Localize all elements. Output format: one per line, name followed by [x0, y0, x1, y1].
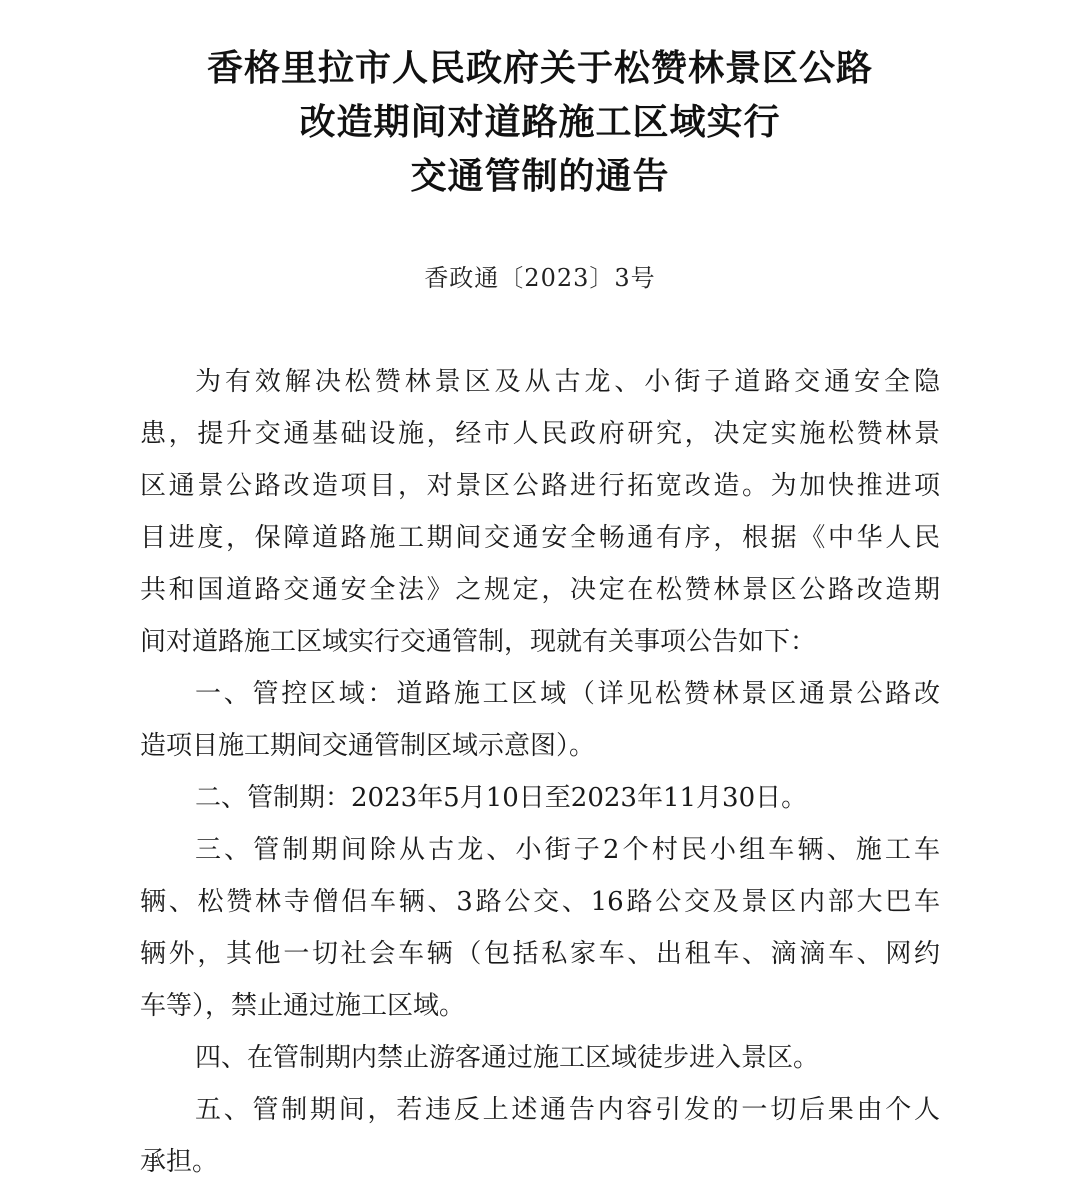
section-5-line-1: 五、管制期间，若违反上述通告内容引发的一切后果由个人	[195, 1095, 940, 1125]
section-3-line-2: 辆、松赞林寺僧侣车辆、3路公交、16路公交及景区内部大巴车	[140, 887, 940, 917]
title-line-3: 交通管制的通告	[410, 156, 670, 197]
body-line-3: 区通景公路改造项目，对景区公路进行拓宽改造。为加快推进项	[140, 471, 940, 501]
body-line-2: 患，提升交通基础设施，经市人民政府研究，决定实施松赞林景	[140, 419, 940, 449]
title-line-2: 改造期间对道路施工区域实行	[299, 102, 781, 143]
document-body	[140, 356, 940, 1188]
section-3-line-1: 三、管制期间除从古龙、小街子2个村民小组车辆、施工车	[195, 835, 940, 865]
section-3-line-3: 辆外，其他一切社会车辆（包括私家车、出租车、滴滴车、网约	[140, 939, 940, 969]
section-2-line-1: 二、管制期：2023年5月10日至2023年11月30日。	[195, 783, 808, 813]
body-line-5: 共和国道路交通安全法》之规定，决定在松赞林景区公路改造期	[140, 575, 940, 605]
section-4-line-1: 四、在管制期内禁止游客通过施工区域徒步进入景区。	[195, 1043, 820, 1073]
section-1-line-2: 造项目施工期间交通管制区域示意图）。	[140, 731, 596, 761]
body-line-1: 为有效解决松赞林景区及从古龙、小街子道路交通安全隐	[195, 367, 940, 397]
body-line-6: 间对道路施工区域实行交通管制，现就有关事项公告如下：	[140, 627, 817, 657]
document-title	[0, 42, 1080, 204]
title-line-1: 香格里拉市人民政府关于松赞林景区公路	[206, 48, 873, 89]
section-3-line-4: 车等），禁止通过施工区域。	[140, 991, 466, 1021]
body-line-4: 目进度，保障道路施工期间交通安全畅通有序，根据《中华人民	[140, 523, 940, 553]
section-1-line-1: 一、管控区域：道路施工区域（详见松赞林景区通景公路改	[195, 679, 940, 709]
document-number: 香政通〔2023〕3号	[424, 264, 656, 292]
section-5-line-2: 承担。	[140, 1147, 219, 1177]
